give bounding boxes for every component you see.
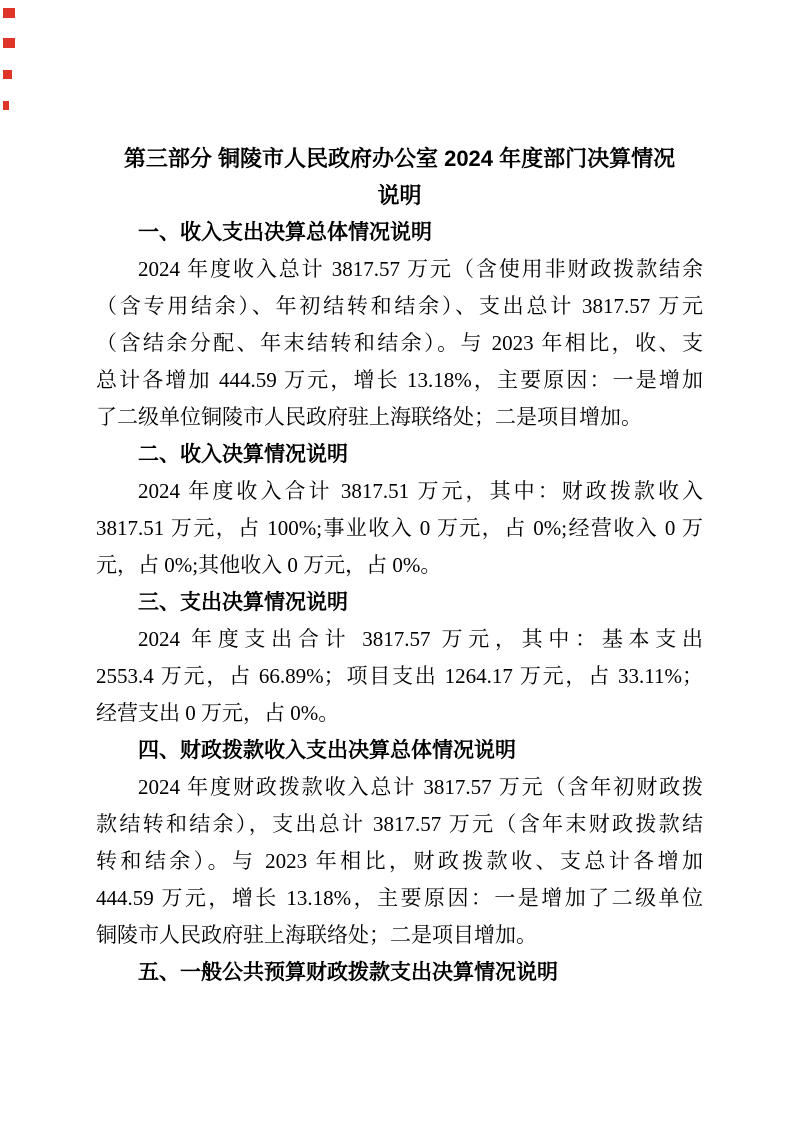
section-heading: 二、收入决算情况说明 bbox=[138, 443, 348, 466]
section-heading: 一、收入支出决算总体情况说明 bbox=[138, 221, 432, 244]
paragraph-line: 444.59 万元，增长 13.18%，主要原因：一是增加了二级单位 bbox=[96, 886, 703, 910]
section-heading: 四、财政拨款收入支出决算总体情况说明 bbox=[138, 739, 516, 762]
document-content bbox=[96, 140, 703, 991]
document-title bbox=[96, 140, 703, 214]
paragraph-line: 3817.51 万元，占 100%;事业收入 0 万元，占 0%;经营收入 0 万 bbox=[96, 516, 703, 540]
paragraph-line: 了二级单位铜陵市人民政府驻上海联络处；二是项目增加。 bbox=[96, 405, 642, 429]
red-edge-mark bbox=[3, 8, 15, 18]
paragraph-line: 铜陵市人民政府驻上海联络处；二是项目增加。 bbox=[96, 923, 537, 947]
paragraph-line: 经营支出 0 万元，占 0%。 bbox=[96, 701, 340, 725]
paragraph-line: 款结转和结余），支出总计 3817.57 万元（含年末财政拨款结 bbox=[96, 812, 703, 836]
paragraph-line: 2024 年度支出合计 3817.57 万元，其中：基本支出 bbox=[138, 627, 703, 651]
section-heading: 三、支出决算情况说明 bbox=[138, 591, 348, 614]
red-edge-mark bbox=[3, 70, 12, 79]
paragraph-line: 2024 年度收入总计 3817.57 万元（含使用非财政拨款结余 bbox=[138, 257, 703, 281]
paragraph-line: 元，占 0%;其他收入 0 万元，占 0%。 bbox=[96, 553, 442, 577]
red-edge-mark bbox=[3, 101, 9, 110]
document-title-line1: 第三部分 铜陵市人民政府办公室 2024 年度部门决算情况 bbox=[123, 146, 676, 171]
paragraph-line: 总计各增加 444.59 万元，增长 13.18%，主要原因：一是增加 bbox=[96, 368, 703, 392]
red-edge-mark bbox=[3, 38, 15, 48]
paragraph-line: 2024 年度收入合计 3817.51 万元，其中：财政拨款收入 bbox=[138, 479, 703, 503]
document-title-line2: 说明 bbox=[377, 183, 422, 208]
paragraph-line: 2024 年度财政拨款收入总计 3817.57 万元（含年初财政拨 bbox=[138, 775, 703, 799]
section-heading: 五、一般公共预算财政拨款支出决算情况说明 bbox=[138, 961, 558, 984]
paragraph-line: （含专用结余）、年初结转和结余）、支出总计 3817.57 万元 bbox=[96, 294, 703, 318]
sections bbox=[96, 214, 703, 991]
paragraph-line: 转和结余）。与 2023 年相比，财政拨款收、支总计各增加 bbox=[96, 849, 703, 873]
paragraph-line: 2553.4 万元，占 66.89%；项目支出 1264.17 万元，占 33.11%； bbox=[96, 664, 703, 688]
paragraph-line: （含结余分配、年末结转和结余）。与 2023 年相比，收、支 bbox=[96, 331, 703, 355]
